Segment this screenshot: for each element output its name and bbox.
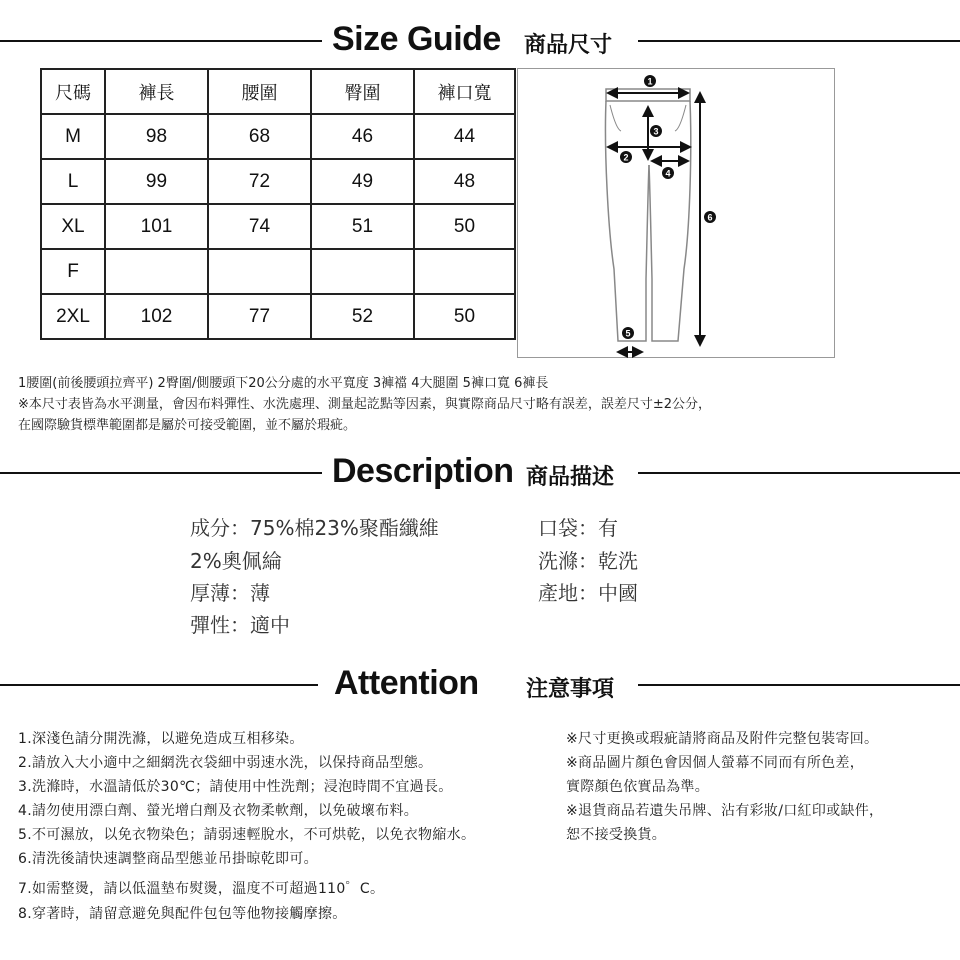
pants-illustration <box>518 69 836 359</box>
divider <box>638 472 960 474</box>
size-cell: XL <box>41 204 105 249</box>
description-header <box>0 452 960 492</box>
svg-text:1: 1 <box>647 76 653 87</box>
marker-1 <box>644 75 656 87</box>
marker-4 <box>662 167 674 179</box>
attention-header <box>0 664 960 704</box>
policy-item: ※商品圖片顏色會因個人螢幕不同而有所色差， <box>566 755 865 771</box>
size-cell: L <box>41 159 105 204</box>
divider <box>0 472 322 474</box>
svg-text:5: 5 <box>625 328 631 339</box>
marker-5 <box>622 327 634 339</box>
table-cell <box>311 249 414 294</box>
table-cell: 49 <box>311 159 414 204</box>
size-guide-title-zh: 商品尺寸 <box>524 33 613 58</box>
policy-item: 恕不接受換貨。 <box>566 827 667 843</box>
note-line: 在國際驗貨標準範圍都是屬於可接受範圍，並不屬於瑕疵。 <box>18 418 357 433</box>
table-cell: 102 <box>105 294 208 339</box>
svg-text:4: 4 <box>665 168 671 179</box>
divider <box>0 684 318 686</box>
table-cell <box>208 249 311 294</box>
table-row <box>41 159 515 204</box>
divider <box>0 40 322 42</box>
table-row <box>41 114 515 159</box>
attention-title: Attention <box>334 664 479 702</box>
marker-6 <box>704 211 716 223</box>
table-cell: 68 <box>208 114 311 159</box>
marker-3 <box>650 125 662 137</box>
divider <box>638 40 960 42</box>
svg-text:6: 6 <box>707 212 713 223</box>
table-cell: 48 <box>414 159 515 204</box>
size-cell: F <box>41 249 105 294</box>
care-item: 5.不可濕放，以免衣物染色；請弱速輕脫水，不可烘乾，以免衣物縮水。 <box>18 827 476 843</box>
header-cell: 褲長 <box>105 69 208 114</box>
table-cell <box>105 249 208 294</box>
table-cell: 50 <box>414 294 515 339</box>
care-item: 1.深淺色請分開洗滌，以避免造成互相移染。 <box>18 731 304 747</box>
table-cell: 74 <box>208 204 311 249</box>
policy-item: ※退貨商品若遺失吊牌、沾有彩妝/口紅印或缺件， <box>566 803 884 819</box>
table-cell: 51 <box>311 204 414 249</box>
divider <box>638 684 960 686</box>
svg-text:3: 3 <box>653 126 659 137</box>
material-text-cont: 2%奧佩綸 <box>190 549 282 573</box>
description-title: Description <box>332 452 514 490</box>
attention-title-zh: 注意事項 <box>526 677 615 702</box>
size-cell: M <box>41 114 105 159</box>
care-item: 7.如需整燙，請以低溫墊布熨燙，溫度不可超過110゜C。 <box>18 881 385 897</box>
pocket-text: 口袋：有 <box>538 516 618 540</box>
elasticity-text: 彈性：適中 <box>190 613 290 637</box>
origin-text: 產地：中國 <box>538 581 638 605</box>
note-line: 1腰圍(前後腰頭拉齊平) 2臀圍/側腰頭下20公分處的水平寬度 3褲襠 4大腿圍 5褲口寬 6褲長 <box>18 376 549 391</box>
marker-2 <box>620 151 632 163</box>
policy-item: 實際顏色依實品為準。 <box>566 779 709 795</box>
description-title-zh: 商品描述 <box>526 465 615 490</box>
table-row <box>41 294 515 339</box>
table-cell: 101 <box>105 204 208 249</box>
table-cell: 50 <box>414 204 515 249</box>
care-item: 4.請勿使用漂白劑、螢光增白劑及衣物柔軟劑，以免破壞布料。 <box>18 803 419 819</box>
care-item: 3.洗滌時，水溫請低於30℃；請使用中性洗劑；浸泡時間不宜過長。 <box>18 779 453 795</box>
table-cell: 98 <box>105 114 208 159</box>
policy-item: ※尺寸更換或瑕疵請將商品及附件完整包裝寄回。 <box>566 731 879 747</box>
header-cell: 腰圍 <box>208 69 311 114</box>
header-cell: 褲口寬 <box>414 69 515 114</box>
size-cell: 2XL <box>41 294 105 339</box>
thickness-text: 厚薄：薄 <box>190 581 270 605</box>
header-cell: 臀圍 <box>311 69 414 114</box>
table-row <box>41 249 515 294</box>
table-header-row <box>41 69 515 114</box>
care-item: 2.請放入大小適中之細網洗衣袋細中弱速水洗，以保持商品型態。 <box>18 755 433 771</box>
table-cell: 99 <box>105 159 208 204</box>
care-item: 8.穿著時，請留意避免與配件包包等他物接觸摩擦。 <box>18 906 347 922</box>
header-cell: 尺碼 <box>41 69 105 114</box>
care-item: 6.清洗後請快速調整商品型態並吊掛晾乾即可。 <box>18 851 318 867</box>
size-table <box>40 68 516 340</box>
size-notes <box>18 373 711 436</box>
size-guide-header <box>0 20 960 60</box>
pants-diagram <box>517 68 835 358</box>
table-cell: 77 <box>208 294 311 339</box>
material-text: 成分：75%棉23%聚酯纖維 <box>190 516 439 540</box>
table-cell: 44 <box>414 114 515 159</box>
table-cell <box>414 249 515 294</box>
washing-text: 洗滌：乾洗 <box>538 549 638 573</box>
table-row <box>41 204 515 249</box>
table-cell: 52 <box>311 294 414 339</box>
svg-text:2: 2 <box>623 152 629 163</box>
size-guide-title: Size Guide <box>332 20 501 58</box>
table-cell: 46 <box>311 114 414 159</box>
note-line: ※本尺寸表皆為水平測量，會因布料彈性、水洗處理、測量起訖點等因素，與實際商品尺寸略有誤差，誤差尺寸±2公分， <box>18 397 712 412</box>
table-cell: 72 <box>208 159 311 204</box>
